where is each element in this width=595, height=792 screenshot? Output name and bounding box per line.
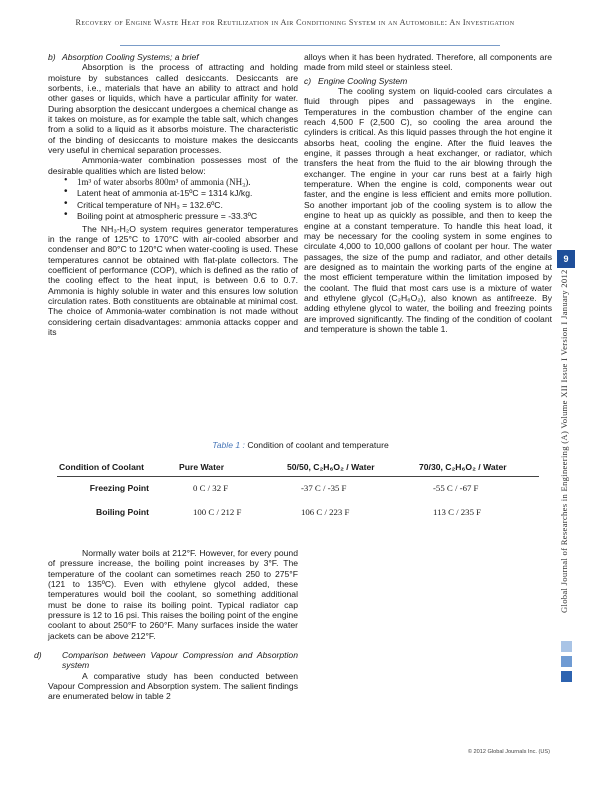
row-label: Boiling Point [96, 507, 149, 517]
left-column-lower [34, 548, 298, 702]
paragraph-comparison: A comparative study has been conducted between Vapour Compression and Absorption system. The salient findings are enumerated below in table 2 [48, 670, 298, 702]
table-cell: 100 C / 212 F [193, 507, 242, 517]
decor-square-medium [561, 656, 572, 667]
copyright-footer: © 2012 Global Journals Inc. (US) [467, 749, 550, 755]
list-item: • Boiling point at atmospheric pressure = -33.3ºC [64, 211, 298, 221]
running-header: Recovery of Engine Waste Heat for Reutilization in Air Conditioning System in an Automobile: An Investigation [75, 18, 515, 27]
paragraph-boiling-point: Normally water boils at 212°F. However, for every pound of pressure increase, the boiling point increases by 3°F. The temperature of the coolant can sometimes reach 250 to 275°F (121 to 135ºC). Even with ethylene glycol added, these temperatures would boil the coolant, so something additional must be done to raise its boiling point. Typical radiator cap pressure is 12 to 16 psi. This raises the boiling point of the engine coolant to about 250°F to 260°F. Many surfaces inside the water jackets can be above 212°F. [48, 548, 298, 641]
list-item: • Latent heat of ammonia at-15ºC = 1314 kJ/kg. [64, 188, 298, 198]
coolant-table [57, 459, 539, 525]
table-cell: 0 C / 32 F [193, 483, 229, 493]
table-cell: 113 C / 235 F [433, 507, 482, 517]
section-c-heading: c) Engine Cooling System [304, 75, 408, 86]
properties-list [48, 177, 298, 221]
table-caption [48, 440, 553, 450]
decor-square-dark [561, 671, 572, 682]
paragraph-ammonia-water: Ammonia-water combination possesses most of the desirable qualities which are listed below: [48, 155, 298, 176]
section-d-heading: d) Comparison between Vapour Compression and Absorption system [34, 650, 298, 671]
page-number: 9 [557, 250, 575, 268]
table-header-row [57, 459, 539, 477]
table-row [57, 501, 539, 525]
paragraph-absorption: Absorption is the process of attracting and holding moisture by substances called desiccants. Desiccants are sorbents, i.e., materials that have an ability to attract and hold other gases or liquids, which have a particular affinity for water. During absorption the desiccant undergoes a chemical change as it takes on moisture, as for example the table salt, which changes from a solid to a liquid as it absorbs moisture. The characteristic of the binding of desiccants to moisture makes the desiccants very useful in chemical separation processes. [48, 62, 298, 156]
table-row [57, 477, 539, 502]
journal-sidebar-text: Global Journal of Researches in Engineering (A) Volume XII Issue I Version I January 2012 [559, 269, 569, 613]
list-item: • Critical temperature of NH₃ = 132.6ºC. [64, 200, 298, 210]
list-item: • 1m³ of water absorbs 800m³ of ammonia (NH₃). [64, 177, 298, 187]
table-cell: -37 C / -35 F [301, 483, 347, 493]
table-cell: 106 C / 223 F [301, 507, 350, 517]
decor-square-light [561, 641, 572, 652]
paragraph-engine-cooling: The cooling system on liquid-cooled cars circulates a fluid through pipes and passageways in the engine. Temperatures in the combustion chamber of the engine can reach 4,500 F (2,500 C), so cooling the area around the cylinders is critical. As this liquid passes through the hot engine it absorbs heat, cooling the engine. After the fluid leaves the engine, it passes through a heat exchanger, or radiator, which transfers the heat from the fluid to the air blowing through the exchanger. The engine in your car runs best at a fairly high temperature. When the engine is cold, components wear out faster, and the engine is less efficient and emits more pollution. So another important job of the cooling system is to allow the engine to heat up as quickly as possible, and then to keep the engine at a constant temperature. To handle this heat load, it may be necessary for the cooling system in some engines to circulate 4,000 to 10,000 gallons of coolant per hour. The water passages, the size of the pump and radiator, and other details are designed as to maintain the working parts of the engine at the most efficient temperature within the limitation imposed by the coolant. The fluid that most cars use is a mixture of water and ethylene glycol (C₂H₆O₂), also known as antifreeze. By adding ethylene glycol to water, the boiling and freezing points are improved significantly. The finding of the condition of coolant and temperature is shown the table 1. [304, 86, 552, 334]
section-b-heading: b) Absorption Cooling Systems; a brief [48, 52, 199, 62]
journal-sidebar [559, 183, 573, 623]
table-caption-text: Condition of coolant and temperature [247, 440, 389, 450]
column-header: Pure Water [177, 459, 285, 477]
column-header: 70/30, C₂H₆O₂ / Water [417, 459, 539, 477]
row-label: Freezing Point [89, 483, 149, 493]
header-rule [120, 45, 500, 46]
paragraph-nh3-system: The NH₃-H₂O system requires generator temperatures in the range of 125°C to 170°C with air-cooled absorber and condenser and 80°C to 120°C when water-cooling is used. These temperatures cannot be obtained with flat-plate collectors. The coefficient of performance (COP), which is defined as the ratio of the cooling effect to the heat input, is between 0.6 to 0.7. Ammonia is highly soluble in water and this ensures low solution circulation rates. Both constituents are obtainable at minimal cost. The choice of Ammonia-water combination is not made without considering certain disadvantages: ammonia attacks copper and its [48, 223, 298, 337]
column-header: Condition of Coolant [57, 459, 177, 477]
column-header: 50/50, C₂H₆O₂ / Water [285, 459, 417, 477]
table-cell: -55 C / -67 F [433, 483, 479, 493]
right-column [304, 52, 552, 334]
left-column [48, 52, 298, 337]
table-number: Table 1 : [212, 440, 245, 450]
paragraph-continued: alloys when it has been hydrated. Therefore, all components are made from mild steel or stainless steel. [304, 52, 552, 73]
